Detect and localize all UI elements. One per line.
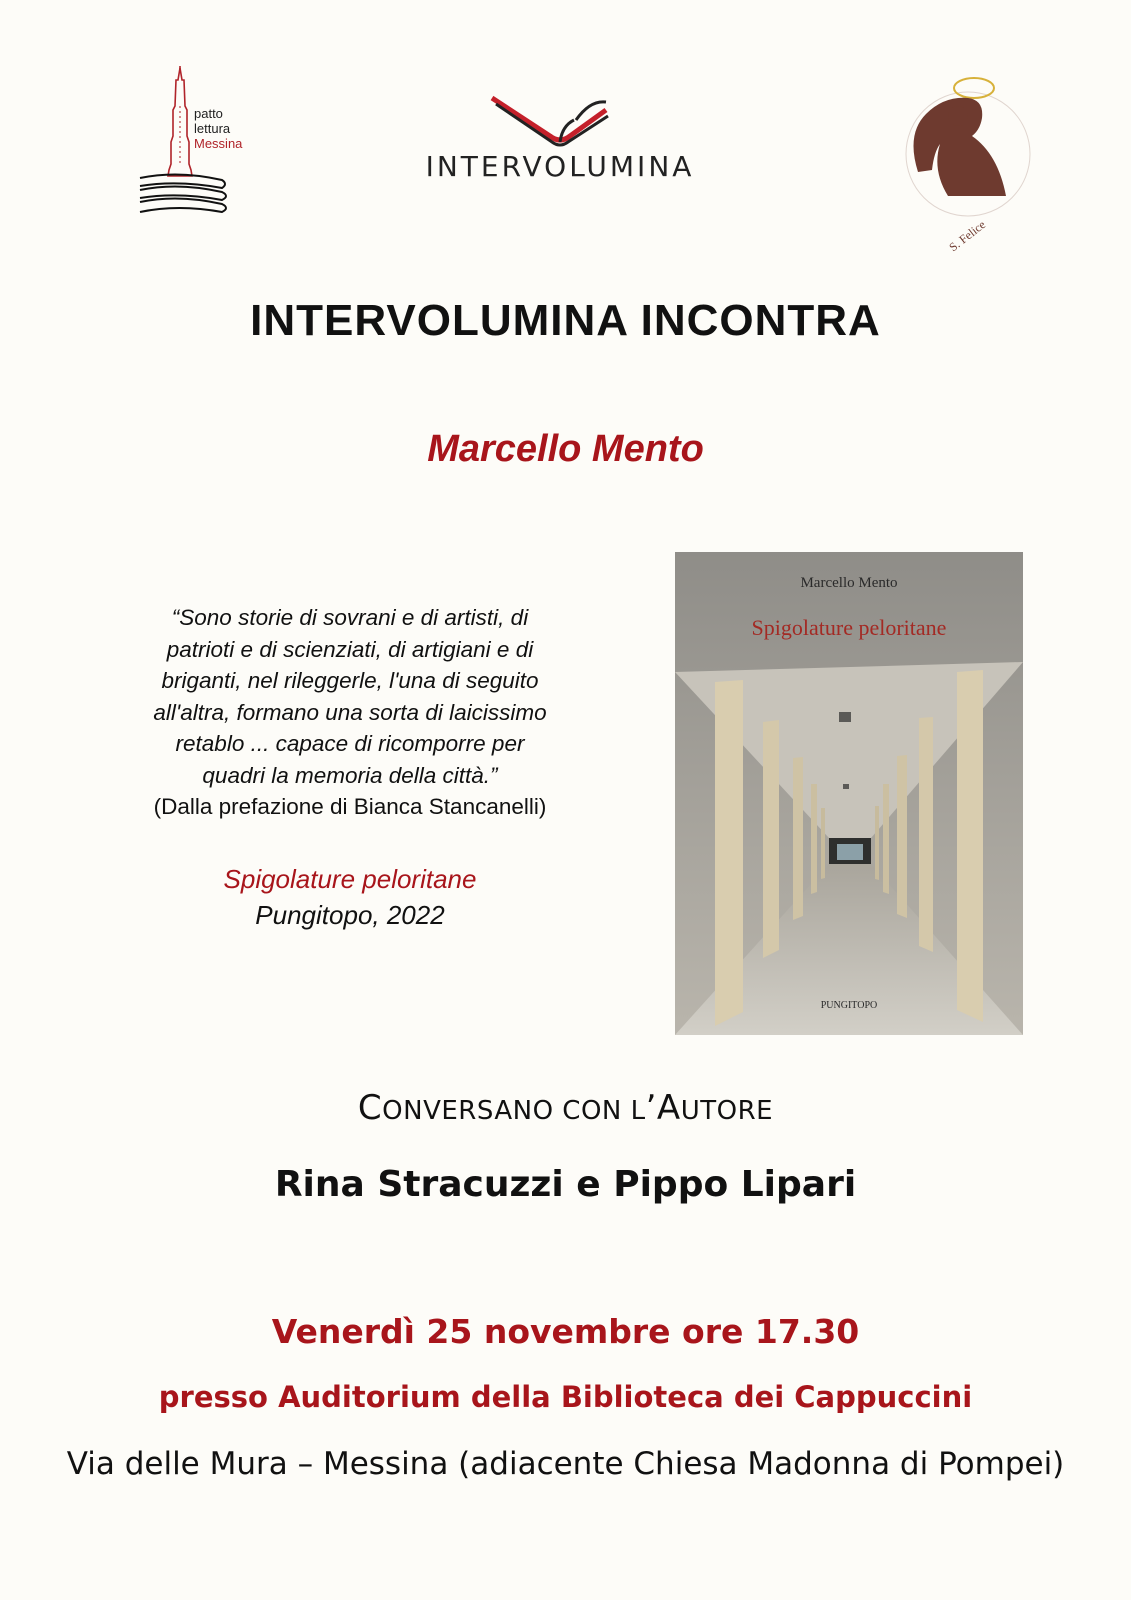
cover-publisher: PUNGITOPO <box>820 1000 878 1011</box>
book-publisher: Pungitopo, 2022 <box>255 900 445 930</box>
moderators: Rina Stracuzzi e Pippo Lipari <box>274 1164 857 1205</box>
cover-title: Spigolature peloritane <box>751 615 947 640</box>
event-address: Via delle Mura – Messina (adiacente Chiesa Madonna di Pompei) <box>66 1446 1065 1482</box>
intro-part: UTORE <box>680 1096 774 1126</box>
event-venue: presso Auditorium della Biblioteca dei Cappuccini <box>158 1380 973 1414</box>
saint-silhouette-icon <box>888 74 1048 255</box>
quote-line: retablo ... capace di ricomporre per <box>175 731 525 756</box>
author-name: Marcello Mento <box>427 428 704 470</box>
intro-part: ’A <box>645 1088 681 1128</box>
book-title: Spigolature peloritane <box>223 864 477 894</box>
s-felice-logo <box>888 74 1048 255</box>
patto-line2: lettura <box>194 121 231 136</box>
book-cover <box>675 552 1023 1035</box>
patto-line1: patto <box>194 106 223 121</box>
event-heading: INTERVOLUMINA INCONTRA <box>250 296 881 345</box>
intro-part: ONVERSANO CON L <box>382 1096 646 1126</box>
open-book-icon <box>400 96 720 152</box>
intro-part: C <box>357 1088 383 1128</box>
conversation-intro <box>0 1088 1131 1128</box>
event-date: Venerdì 25 novembre ore 17.30 <box>271 1312 860 1351</box>
quote-line: “Sono storie di sovrani e di artisti, di <box>171 605 529 630</box>
svg-text:S. Felice: S. Felice <box>946 217 989 255</box>
intervolumina-wordmark: INTERVOLUMINA <box>425 150 695 183</box>
book-quote <box>110 602 590 823</box>
intervolumina-logo <box>400 96 720 186</box>
quote-line: quadri la memoria della città.” <box>202 762 498 788</box>
quote-source: (Dalla prefazione di Bianca Stancanelli) <box>153 794 547 819</box>
cover-author: Marcello Mento <box>800 575 898 591</box>
patto-lettura-logo <box>138 66 248 222</box>
quote-line: patrioti e di scienziati, di artigiani e di <box>166 636 534 662</box>
quote-line: briganti, nel rileggerle, l'una di seguito <box>161 668 539 693</box>
patto-line3: Messina <box>194 136 243 151</box>
quote-line: all'altra, formano una sorta di laicissimo <box>153 699 547 725</box>
